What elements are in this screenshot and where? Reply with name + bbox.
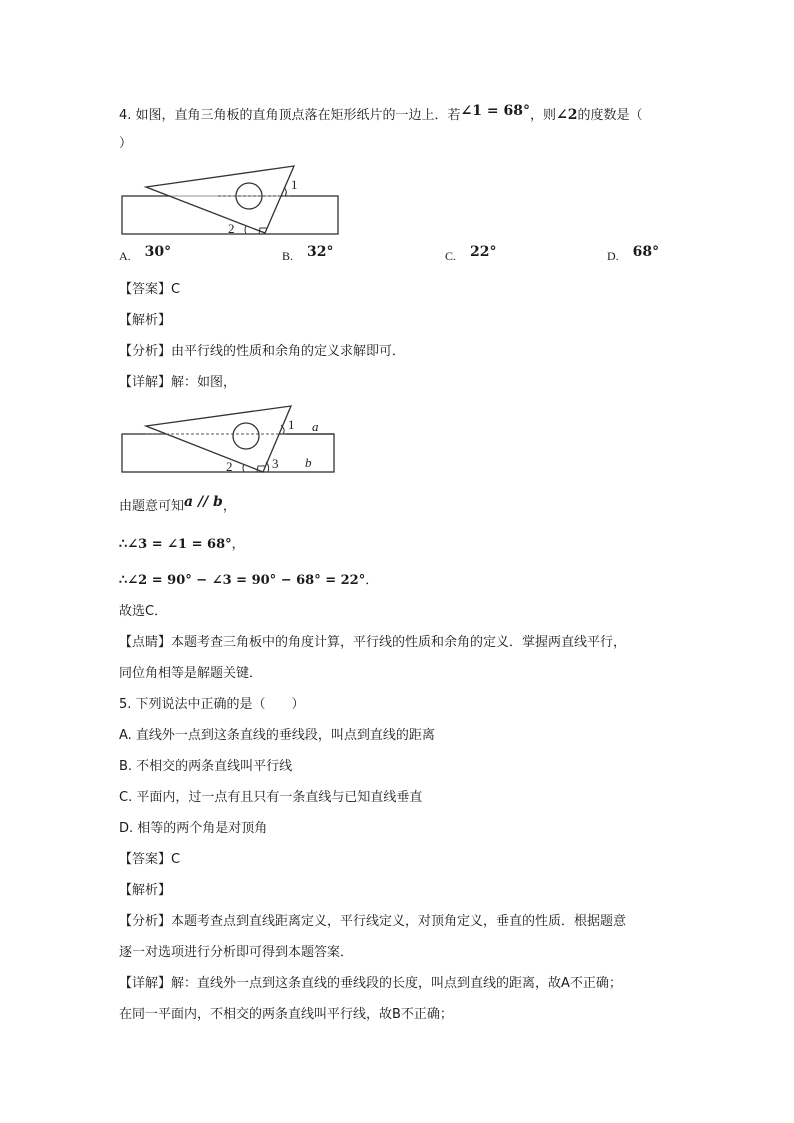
q5-option-b: B. 不相交的两条直线叫平行线 (119, 759, 293, 774)
q5-analysis-heading: 【解析】 (119, 883, 172, 898)
q4-fenxi: 【分析】由平行线的性质和余角的定义求解即可． (119, 344, 406, 359)
angle3-label: 3 (272, 456, 279, 471)
q5-xiangjie-1: 【详解】解：直线外一点到这条直线的垂线段的长度，叫点到直线的距离，故A不正确； (119, 976, 622, 991)
q5-fenxi-2: 逐一对选项进行分析即可得到本题答案． (119, 945, 354, 960)
angle2-label-2: 2 (226, 459, 233, 474)
q4-step1-math: ∴∠3 = ∠1 = 68° (119, 537, 232, 552)
q4-known-parallel: a // b (184, 494, 223, 510)
q4-stem-angle2: ∠2 (556, 107, 578, 123)
angle1-label: 1 (291, 177, 298, 192)
q4-step1 (119, 536, 245, 554)
q4-analysis-heading: 【解析】 (119, 313, 172, 328)
angle2-arc-2 (243, 464, 244, 472)
q4-stem (119, 103, 643, 125)
q4-dianjing-1: 【点睛】本题考查三角板中的角度计算，平行线的性质和余角的定义．掌握两直线平行， (119, 635, 627, 650)
q4-dianjing-2: 同位角相等是解题关键． (119, 666, 263, 681)
set-square-triangle (146, 166, 294, 233)
q4-step2 (119, 572, 378, 590)
q4-figure-2 (118, 400, 358, 480)
q4-known-prefix: 由题意可知 (119, 499, 185, 514)
q4-figure-1 (118, 160, 358, 240)
q5-fenxi-1: 【分析】本题考查点到直线距离定义，平行线定义，对顶角定义，垂直的性质．根据题意 (119, 914, 627, 929)
q4-step2-suffix: ． (365, 573, 379, 588)
q5-option-c: C. 平面内，过一点有且只有一条直线与已知直线垂直 (119, 790, 423, 805)
set-square-triangle-2 (146, 406, 291, 472)
q5-xiangjie-2: 在同一平面内，不相交的两条直线叫平行线，故B不正确； (119, 1007, 453, 1022)
q4-known-suffix: ， (222, 499, 236, 514)
q4-step2-math: ∴∠2 = 90° − ∠3 = 90° − 68° = 22° (119, 573, 366, 588)
q4-stem-mid: ，则 (529, 108, 556, 123)
q4-choose: 故选C． (119, 604, 168, 619)
q4-step1-suffix: ， (231, 537, 245, 552)
angle2-arc (245, 226, 246, 234)
q4-known (119, 494, 236, 516)
q4-option-c: C. 22° (445, 244, 497, 263)
q4-stem-prefix: 4. 如图，直角三角板的直角顶点落在矩形纸片的一边上．若 (119, 108, 461, 123)
q4-stem-close: ） (119, 136, 133, 151)
angle1-label-2: 1 (288, 417, 295, 432)
line-b-label: b (305, 455, 312, 470)
q4-option-b: B. 32° (282, 244, 334, 263)
q5-option-a: A. 直线外一点到这条直线的垂线段，叫点到直线的距离 (119, 728, 435, 743)
q4-option-d: D. 68° (607, 244, 660, 263)
q4-answer: 【答案】C (119, 282, 181, 297)
q5-answer: 【答案】C (119, 852, 181, 867)
angle2-label: 2 (228, 221, 235, 236)
q4-stem-angle1: ∠1 = 68° (460, 103, 530, 119)
q4-stem-suffix: 的度数是（ (577, 108, 643, 123)
q4-option-a: A. 30° (119, 244, 172, 263)
q5-option-d: D. 相等的两个角是对顶角 (119, 821, 268, 836)
q4-xiangjie: 【详解】解：如图， (119, 375, 237, 390)
line-a-label: a (312, 419, 319, 434)
q5-stem: 5. 下列说法中正确的是（ ） (119, 697, 305, 712)
